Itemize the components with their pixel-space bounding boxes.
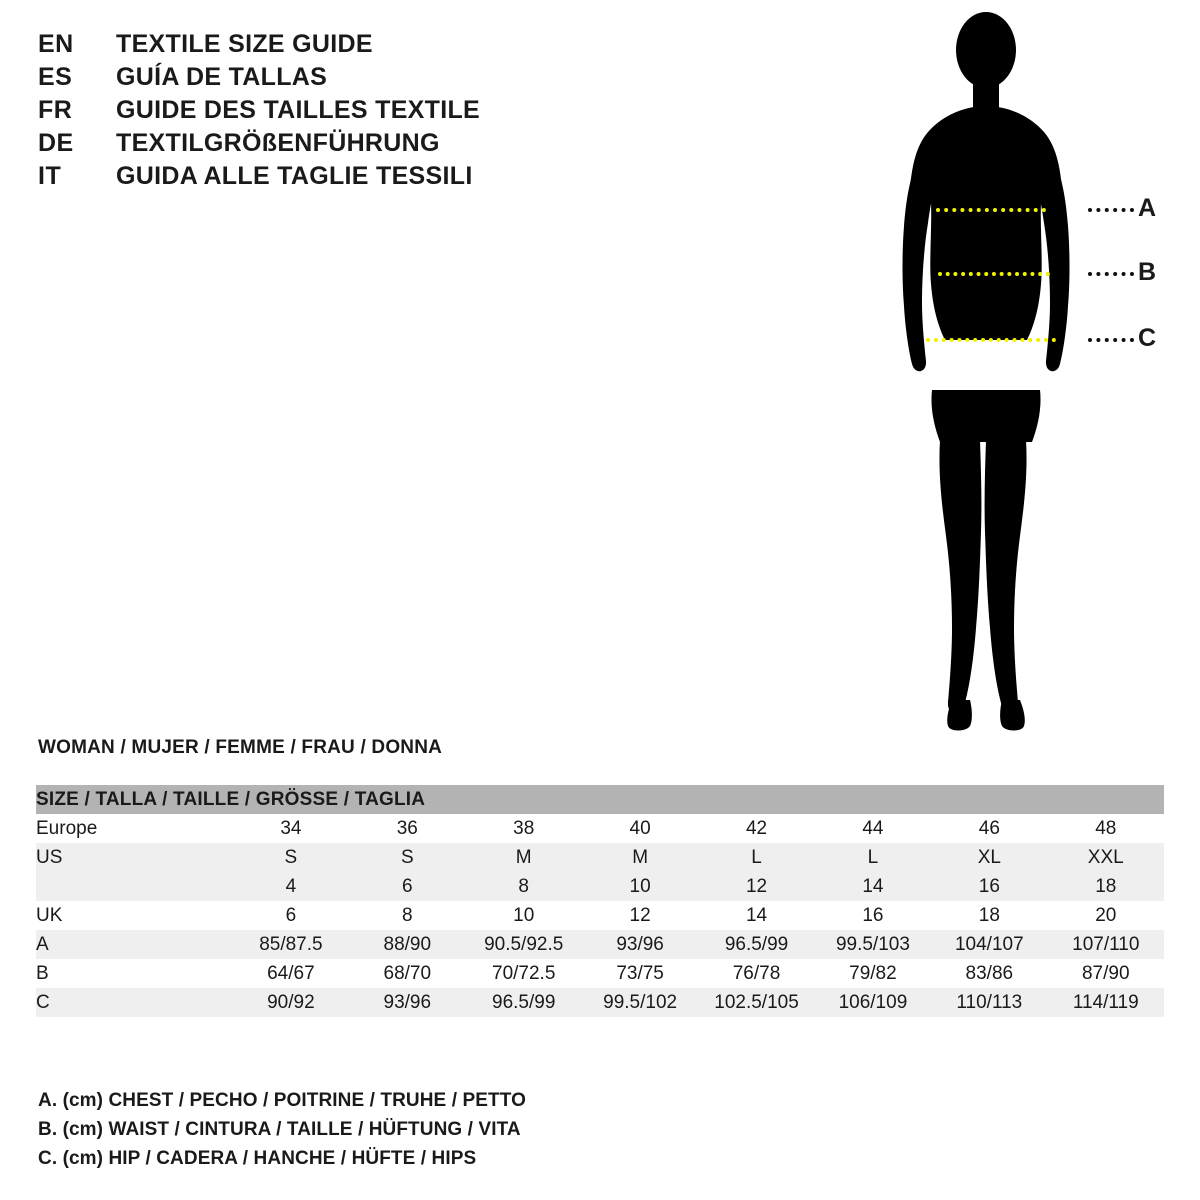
marker-label-a: A xyxy=(1138,194,1157,222)
female-body-figure xyxy=(840,10,1180,750)
cell: 42 xyxy=(745,818,768,839)
cell: 48 xyxy=(1095,818,1117,839)
hip-measurement-line xyxy=(926,338,1056,342)
language-row-fr xyxy=(38,96,598,129)
language-title: GUÍA DE TALLAS xyxy=(116,63,328,91)
waist-measurement-line xyxy=(938,272,1050,276)
marker-label-b: B xyxy=(1138,258,1157,286)
cell: XL xyxy=(977,847,1001,868)
marker-label-c: C xyxy=(1138,324,1157,352)
language-row-en xyxy=(38,30,598,63)
cell: 87/90 xyxy=(1081,963,1130,984)
cell: 16 xyxy=(862,905,884,926)
cell: M xyxy=(515,847,532,868)
language-code: IT xyxy=(38,162,62,190)
cell: 16 xyxy=(978,876,1000,897)
language-title: TEXTILE SIZE GUIDE xyxy=(116,30,373,58)
cell: 79/82 xyxy=(849,963,897,984)
cell: 99.5/102 xyxy=(603,992,678,1013)
cell: 18 xyxy=(1095,876,1117,897)
language-title: TEXTILGRÖßENFÜHRUNG xyxy=(116,129,440,157)
table-header-label: SIZE / TALLA / TAILLE / GRÖSSE / TAGLIA xyxy=(36,789,426,810)
cell: 20 xyxy=(1095,905,1117,926)
cell: 90.5/92.5 xyxy=(484,934,564,955)
cell: 38 xyxy=(513,818,535,839)
cell: 102.5/105 xyxy=(714,992,799,1013)
language-row-es xyxy=(38,63,598,96)
cell: 8 xyxy=(402,905,413,926)
cell: 106/109 xyxy=(838,992,908,1013)
table-row xyxy=(36,872,1164,901)
table-row xyxy=(36,988,1164,1017)
cell: 93/96 xyxy=(616,934,664,955)
cell: 10 xyxy=(629,876,651,897)
cell: 110/113 xyxy=(956,992,1023,1013)
cell: 12 xyxy=(745,876,768,897)
cell: 12 xyxy=(629,905,651,926)
cell: 96.5/99 xyxy=(492,992,556,1013)
cell: 88/90 xyxy=(383,934,432,955)
row-label: C xyxy=(36,992,50,1013)
cell: L xyxy=(867,847,879,868)
cell: 96.5/99 xyxy=(724,934,789,955)
waist-leader-line xyxy=(1088,272,1134,276)
cell: 10 xyxy=(513,905,535,926)
cell: 99.5/103 xyxy=(835,934,910,955)
cell: 93/96 xyxy=(383,992,432,1013)
cell: 64/67 xyxy=(267,963,315,984)
section-heading: WOMAN / MUJER / FEMME / FRAU / DONNA xyxy=(38,737,443,758)
size-table xyxy=(36,785,1164,1017)
table-row xyxy=(36,959,1164,988)
row-label xyxy=(36,872,233,901)
cell: 68/70 xyxy=(383,963,432,984)
row-label: US xyxy=(36,847,63,868)
cell: 90/92 xyxy=(267,992,315,1013)
cell: 36 xyxy=(396,818,418,839)
table-header-row xyxy=(36,785,1164,814)
language-code: ES xyxy=(38,63,73,91)
cell: S xyxy=(284,847,298,868)
cell: 18 xyxy=(978,905,1000,926)
row-label: A xyxy=(36,934,49,955)
language-title: GUIDA ALLE TAGLIE TESSILI xyxy=(116,162,473,190)
language-row-de xyxy=(38,129,598,162)
chest-measurement-line xyxy=(936,208,1046,212)
language-title: GUIDE DES TAILLES TEXTILE xyxy=(116,96,481,124)
cell: 85/87.5 xyxy=(259,934,323,955)
cell: 46 xyxy=(978,818,1000,839)
language-row-it xyxy=(38,162,598,195)
row-label: Europe xyxy=(36,818,98,839)
cell: M xyxy=(632,847,649,868)
measurement-legend xyxy=(38,1090,526,1177)
hip-leader-line xyxy=(1088,338,1134,342)
cell: 4 xyxy=(285,876,297,897)
cell: 34 xyxy=(280,818,302,839)
cell: XXL xyxy=(1087,847,1124,868)
cell: 8 xyxy=(518,876,529,897)
cell: 104/107 xyxy=(954,934,1024,955)
cell: 114/119 xyxy=(1072,992,1139,1013)
language-code: DE xyxy=(38,129,74,157)
language-title-list xyxy=(38,30,598,195)
legend-note-c: C. (cm) HIP / CADERA / HANCHE / HÜFTE / HIPS xyxy=(38,1148,477,1169)
table-row xyxy=(36,901,1164,930)
legend-note-a: A. (cm) CHEST / PECHO / POITRINE / TRUHE / PETTO xyxy=(38,1090,526,1111)
cell: S xyxy=(400,847,414,868)
row-label: B xyxy=(36,963,49,984)
chest-leader-line xyxy=(1088,208,1134,212)
table-row xyxy=(36,930,1164,959)
cell: 76/78 xyxy=(732,963,781,984)
cell: 6 xyxy=(402,876,413,897)
female-silhouette-icon xyxy=(840,10,1180,750)
language-code: FR xyxy=(38,96,73,124)
cell: 14 xyxy=(745,905,768,926)
row-label: UK xyxy=(36,905,63,926)
cell: 107/110 xyxy=(1072,934,1140,955)
cell: 6 xyxy=(285,905,297,926)
cell: 83/86 xyxy=(965,963,1014,984)
language-code: EN xyxy=(38,30,74,58)
cell: 70/72.5 xyxy=(492,963,556,984)
table-row xyxy=(36,843,1164,872)
cell: 14 xyxy=(862,876,884,897)
cell: L xyxy=(751,847,762,868)
legend-note-b: B. (cm) WAIST / CINTURA / TAILLE / HÜFTUNG / VITA xyxy=(38,1119,521,1140)
table-row xyxy=(36,814,1164,843)
cell: 73/75 xyxy=(616,963,664,984)
cell: 44 xyxy=(862,818,884,839)
cell: 40 xyxy=(629,818,651,839)
